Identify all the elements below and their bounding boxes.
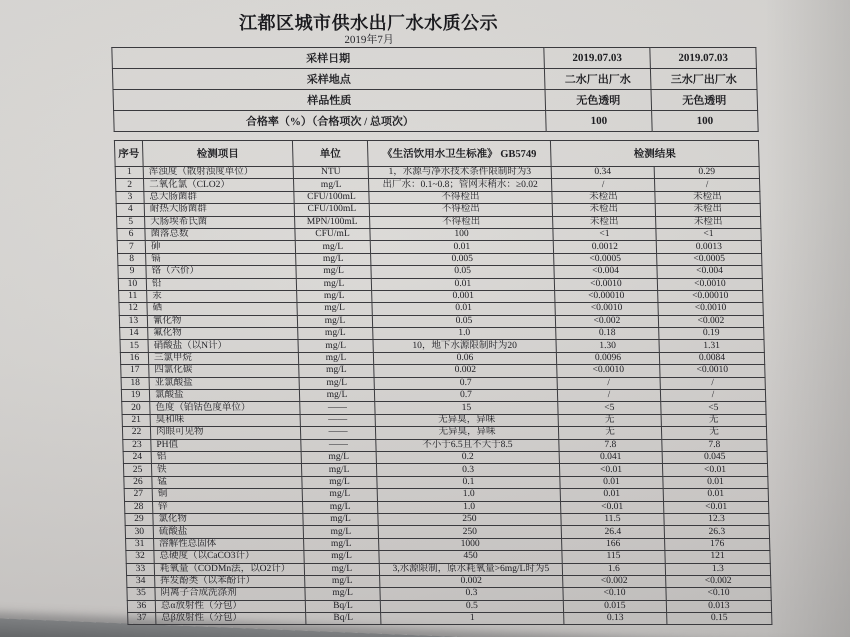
cell-unit: Bq/L [305, 600, 380, 612]
cell-result-plant2: <0.01 [559, 464, 662, 476]
cell-result-plant2: 0.041 [559, 451, 662, 463]
summary-value-plant2: 2019.07.03 [544, 48, 651, 69]
col-header-item: 检测项目 [142, 141, 293, 167]
cell-result-plant3: 0.0084 [659, 352, 764, 364]
cell-index: 21 [122, 414, 150, 426]
cell-unit: mg/L [303, 526, 378, 538]
cell-index: 18 [121, 377, 149, 389]
cell-unit: mg/L [296, 253, 371, 265]
cell-index: 35 [127, 588, 155, 600]
cell-unit: CFU/100mL [294, 204, 369, 216]
table-row [118, 253, 762, 265]
cell-index: 25 [123, 464, 151, 476]
cell-standard: 无异臭，异味 [375, 427, 558, 439]
cell-result-plant3: 无 [661, 414, 766, 426]
summary-value-plant3: 无色透明 [651, 90, 758, 111]
cell-result-plant2: <1 [553, 228, 656, 240]
cell-item: 氯酸盐 [149, 390, 299, 402]
cell-index: 11 [119, 290, 147, 302]
results-header-row [114, 141, 759, 167]
table-row [126, 563, 770, 575]
cell-item: 四氯化碳 [149, 365, 299, 377]
table-row [121, 377, 765, 389]
cell-item: 耗氧量（CODMn法，以O2计） [154, 563, 304, 575]
col-header-standard: 《生活饮用水卫生标准》 GB5749 [367, 141, 551, 167]
cell-result-plant3: / [654, 179, 759, 191]
cell-index: 27 [124, 489, 152, 501]
cell-unit: mg/L [304, 538, 379, 550]
page-title: 江都区城市供水出厂水水质公示 [238, 13, 499, 33]
cell-unit: mg/L [299, 365, 374, 377]
cell-unit: mg/L [297, 290, 372, 302]
cell-standard: 出厂水：0.1~0.8；管网末稍水：≥0.02 [368, 179, 551, 191]
cell-unit: mg/L [297, 315, 372, 327]
summary-label: 合格率（%）（合格项次 / 总项次） [114, 111, 547, 132]
cell-unit: —— [300, 402, 375, 414]
cell-standard: 0.002 [380, 575, 563, 587]
cell-standard: 15 [375, 402, 558, 414]
table-row [127, 575, 771, 587]
table-row [126, 538, 770, 550]
cell-result-plant2: 0.015 [563, 600, 666, 612]
cell-index: 6 [117, 228, 145, 240]
cell-standard: 0.1 [377, 476, 560, 488]
table-row [121, 390, 765, 402]
summary-value-plant2: 二水厂出厂水 [544, 69, 651, 90]
table-row [123, 439, 767, 451]
cell-result-plant2: / [557, 377, 660, 389]
cell-unit: NTU [293, 167, 368, 179]
cell-item: 挥发酚类（以苯酚计） [155, 575, 305, 587]
cell-result-plant3: 0.19 [659, 328, 764, 340]
table-row [123, 464, 767, 476]
summary-row [112, 69, 757, 90]
cell-standard: 0.01 [372, 303, 555, 315]
table-row [128, 613, 772, 625]
summary-table [111, 47, 758, 132]
cell-item: 镉 [146, 253, 296, 265]
cell-result-plant3: / [660, 377, 765, 389]
cell-result-plant2: 11.5 [561, 513, 664, 525]
cell-standard: 0.05 [372, 315, 555, 327]
cell-result-plant3: <0.0005 [657, 253, 762, 265]
cell-result-plant3: 176 [665, 538, 770, 550]
cell-item: 铅 [146, 278, 296, 290]
cell-index: 8 [118, 253, 146, 265]
cell-result-plant3: 无 [661, 427, 766, 439]
table-row [125, 526, 769, 538]
cell-standard: 1，水源与净水技术条件限制时为3 [368, 167, 551, 179]
cell-item: 总α放射性（分包） [155, 600, 305, 612]
cell-item: 砷 [145, 241, 295, 253]
cell-result-plant3: <0.0010 [658, 303, 763, 315]
cell-index: 13 [119, 315, 147, 327]
cell-standard: 3,水源限制，原水耗氧量>6mg/L时为5 [379, 563, 562, 575]
cell-unit: mg/L [295, 241, 370, 253]
cell-index: 19 [121, 390, 149, 402]
cell-item: 臭和味 [150, 414, 300, 426]
cell-index: 7 [117, 241, 145, 253]
summary-value-plant3: 2019.07.03 [650, 48, 757, 69]
cell-item: 锰 [152, 476, 302, 488]
cell-unit: mg/L [305, 588, 380, 600]
cell-unit: CFU/100mL [294, 191, 369, 203]
cell-item: 氯化物 [153, 513, 303, 525]
cell-index: 22 [122, 427, 150, 439]
cell-standard: 0.001 [372, 290, 555, 302]
cell-result-plant3: 121 [665, 551, 770, 563]
cell-result-plant2: 1.30 [556, 340, 659, 352]
cell-item: 肉眼可见物 [150, 427, 300, 439]
cell-item: 硫酸盐 [153, 526, 303, 538]
cell-result-plant3: <0.002 [666, 575, 771, 587]
cell-item: 铜 [152, 489, 302, 501]
cell-standard: 450 [379, 551, 562, 563]
cell-item: 硝酸盐（以N计） [148, 340, 298, 352]
cell-result-plant2: <0.10 [563, 588, 666, 600]
cell-index: 20 [122, 402, 150, 414]
table-row [124, 476, 768, 488]
table-row [123, 451, 767, 463]
cell-unit: mg/L [298, 340, 373, 352]
cell-standard: 1000 [379, 538, 562, 550]
cell-item: 阴离子合成洗涤剂 [155, 588, 305, 600]
cell-index: 16 [120, 352, 148, 364]
cell-standard: 0.01 [370, 241, 553, 253]
cell-result-plant2: 0.01 [560, 489, 663, 501]
table-row [120, 340, 764, 352]
cell-result-plant3: 未检出 [656, 216, 761, 228]
cell-unit: Bq/L [306, 613, 381, 625]
table-row [115, 167, 759, 179]
cell-index: 3 [116, 191, 144, 203]
cell-result-plant3: <0.0010 [657, 278, 762, 290]
table-row [118, 278, 762, 290]
table-row [119, 315, 763, 327]
cell-index: 14 [120, 328, 148, 340]
cell-result-plant2: 0.18 [556, 328, 659, 340]
cell-result-plant3: / [660, 390, 765, 402]
table-row [127, 588, 771, 600]
cell-result-plant2: 无 [558, 414, 661, 426]
cell-standard: 0.01 [371, 278, 554, 290]
page-subtitle: 2019年7月 [344, 34, 395, 46]
table-row [127, 600, 771, 612]
cell-unit: mg/L [299, 377, 374, 389]
cell-result-plant3: 0.045 [662, 451, 767, 463]
cell-result-plant3: 12.3 [664, 513, 769, 525]
cell-item: 三氯甲烷 [148, 352, 298, 364]
cell-unit: mg/L [301, 451, 376, 463]
cell-index: 12 [119, 303, 147, 315]
cell-item: 耐热大肠菌群 [144, 204, 294, 216]
cell-result-plant3: <0.004 [657, 266, 762, 278]
cell-result-plant3: 7.8 [662, 439, 767, 451]
cell-result-plant2: / [557, 390, 660, 402]
cell-result-plant3: <0.10 [666, 588, 771, 600]
cell-index: 10 [118, 278, 146, 290]
cell-result-plant3: 0.01 [663, 476, 768, 488]
col-header-no: 序号 [114, 141, 143, 167]
cell-item: 硒 [147, 303, 297, 315]
cell-result-plant3: 0.013 [666, 600, 771, 612]
cell-result-plant2: 0.0096 [556, 352, 659, 364]
cell-unit: mg/L [301, 464, 376, 476]
cell-result-plant3: 0.15 [667, 613, 772, 625]
cell-result-plant3: 26.3 [664, 526, 769, 538]
cell-index: 29 [125, 513, 153, 525]
cell-index: 23 [123, 439, 151, 451]
cell-item: 浑浊度（散射浊度单位） [143, 167, 293, 179]
cell-result-plant3: <0.01 [662, 464, 767, 476]
cell-standard: 10，地下水源限制时为20 [373, 340, 556, 352]
cell-result-plant2: 0.0012 [553, 241, 656, 253]
cell-item: 色度（铂钴色度单位） [150, 402, 300, 414]
cell-item: 二氧化氯（CLO2） [143, 179, 293, 191]
summary-value-plant2: 无色透明 [545, 90, 652, 111]
cell-index: 31 [126, 538, 154, 550]
table-row [117, 228, 761, 240]
table-row [119, 290, 763, 302]
cell-unit: mg/L [299, 390, 374, 402]
cell-standard: 1.0 [377, 501, 560, 513]
cell-standard: 不得检出 [369, 191, 552, 203]
cell-item: 铝 [151, 451, 301, 463]
cell-item: 总β放射性（分包） [156, 613, 306, 625]
cell-result-plant3: <5 [661, 402, 766, 414]
cell-result-plant3: <0.00010 [658, 290, 763, 302]
cell-standard: 1.0 [377, 489, 560, 501]
cell-standard: 250 [378, 513, 561, 525]
summary-label: 采样日期 [112, 48, 545, 69]
cell-item: 铬（六价） [146, 266, 296, 278]
cell-index: 28 [124, 501, 152, 513]
cell-result-plant2: <5 [558, 402, 661, 414]
table-row [116, 204, 760, 216]
table-row [125, 513, 769, 525]
cell-result-plant2: 0.34 [551, 167, 654, 179]
cell-unit: mg/L [303, 513, 378, 525]
cell-unit: mg/L [298, 328, 373, 340]
table-row [115, 179, 759, 191]
cell-result-plant2: <0.002 [563, 575, 666, 587]
table-row [122, 402, 766, 414]
cell-result-plant2: 无 [558, 427, 661, 439]
cell-index: 36 [127, 600, 155, 612]
cell-result-plant2: <0.0010 [557, 365, 660, 377]
cell-result-plant3: <1 [656, 228, 761, 240]
cell-standard: 0.5 [380, 600, 563, 612]
summary-value-plant3: 三水厂出厂水 [650, 69, 757, 90]
summary-label: 采样地点 [112, 69, 545, 90]
cell-item: 总硬度（以CaCO3计） [154, 551, 304, 563]
cell-unit: mg/L [296, 266, 371, 278]
cell-result-plant3: <0.0010 [660, 365, 765, 377]
cell-unit: —— [300, 427, 375, 439]
cell-standard: 不得检出 [369, 204, 552, 216]
cell-result-plant3: <0.01 [663, 501, 768, 513]
table-row [120, 328, 764, 340]
table-row [124, 489, 768, 501]
cell-standard: 0.7 [374, 377, 557, 389]
summary-value-plant2: 100 [546, 111, 653, 132]
col-header-result: 检测结果 [550, 141, 759, 167]
cell-index: 34 [127, 575, 155, 587]
cell-standard: 0.2 [376, 451, 559, 463]
cell-standard: 不得检出 [370, 216, 553, 228]
cell-index: 32 [126, 551, 154, 563]
table-row [122, 427, 766, 439]
cell-index: 26 [124, 476, 152, 488]
cell-standard: 不小于6.5且不大于8.5 [376, 439, 559, 451]
cell-unit: mg/L [304, 551, 379, 563]
cell-unit: mg/L [305, 575, 380, 587]
cell-result-plant3: 0.29 [654, 167, 759, 179]
cell-result-plant2: 166 [562, 538, 665, 550]
summary-value-plant3: 100 [652, 111, 759, 132]
cell-result-plant2: 7.8 [559, 439, 662, 451]
table-row [119, 303, 763, 315]
cell-result-plant3: 0.01 [663, 489, 768, 501]
summary-label: 样品性质 [113, 90, 546, 111]
cell-index: 33 [126, 563, 154, 575]
cell-result-plant2: <0.0005 [554, 253, 657, 265]
cell-result-plant3: 未检出 [655, 204, 760, 216]
cell-item: 溶解性总固体 [154, 538, 304, 550]
cell-index: 30 [125, 526, 153, 538]
cell-unit: mg/L [298, 352, 373, 364]
cell-index: 17 [121, 365, 149, 377]
cell-standard: 0.005 [371, 253, 554, 265]
cell-standard: 250 [378, 526, 561, 538]
summary-row [113, 90, 758, 111]
cell-index: 2 [115, 179, 143, 191]
cell-index: 5 [117, 216, 145, 228]
summary-row [114, 111, 759, 132]
summary-row [112, 48, 757, 69]
cell-unit: CFU/mL [295, 228, 370, 240]
cell-index: 4 [116, 204, 144, 216]
cell-standard: 1 [381, 613, 564, 625]
cell-unit: mg/L [302, 501, 377, 513]
cell-item: 总大肠菌群 [144, 191, 294, 203]
cell-result-plant2: <0.00010 [555, 290, 658, 302]
cell-unit: mg/L [302, 489, 377, 501]
results-table [114, 140, 773, 625]
cell-item: 铁 [151, 464, 301, 476]
cell-standard: 无异臭，异味 [375, 414, 558, 426]
table-row [124, 501, 768, 513]
cell-standard: 100 [370, 228, 553, 240]
cell-unit: MPN/100mL [295, 216, 370, 228]
cell-result-plant2: 未检出 [552, 204, 655, 216]
cell-index: 24 [123, 451, 151, 463]
cell-result-plant2: <0.0010 [554, 278, 657, 290]
cell-standard: 0.7 [374, 390, 557, 402]
table-row [117, 216, 761, 228]
cell-standard: 0.3 [380, 588, 563, 600]
cell-item: 汞 [147, 290, 297, 302]
cell-item: 锌 [152, 501, 302, 513]
cell-result-plant2: 0.13 [564, 613, 667, 625]
cell-index: 1 [115, 167, 143, 179]
cell-index: 9 [118, 266, 146, 278]
cell-standard: 0.3 [376, 464, 559, 476]
cell-item: 亚氯酸盐 [149, 377, 299, 389]
cell-result-plant2: 0.01 [560, 476, 663, 488]
cell-unit: mg/L [304, 563, 379, 575]
cell-item: 菌落总数 [145, 228, 295, 240]
cell-unit: mg/L [302, 476, 377, 488]
table-row [121, 365, 765, 377]
cell-item: 氟化物 [148, 328, 298, 340]
cell-standard: 0.002 [374, 365, 557, 377]
cell-unit: —— [301, 439, 376, 451]
table-row [118, 266, 762, 278]
cell-result-plant3: 0.0013 [656, 241, 761, 253]
table-row [126, 551, 770, 563]
cell-standard: 0.05 [371, 266, 554, 278]
cell-standard: 0.06 [373, 352, 556, 364]
cell-result-plant2: 115 [562, 551, 665, 563]
cell-result-plant2: / [551, 179, 654, 191]
col-header-unit: 单位 [292, 141, 368, 167]
cell-result-plant3: 1.31 [659, 340, 764, 352]
cell-result-plant2: <0.004 [554, 266, 657, 278]
cell-item: 氰化物 [147, 315, 297, 327]
cell-index: 15 [120, 340, 148, 352]
cell-standard: 1.0 [373, 328, 556, 340]
cell-index: 37 [128, 613, 156, 625]
table-row [122, 414, 766, 426]
cell-result-plant3: 1.3 [665, 563, 770, 575]
cell-result-plant2: 未检出 [553, 216, 656, 228]
cell-item: 大肠埃希氏菌 [145, 216, 295, 228]
cell-unit: —— [300, 414, 375, 426]
cell-unit: mg/L [293, 179, 368, 191]
cell-result-plant3: 未检出 [655, 191, 760, 203]
cell-result-plant3: <0.002 [658, 315, 763, 327]
cell-result-plant2: <0.01 [560, 501, 663, 513]
cell-result-plant2: 未检出 [552, 191, 655, 203]
table-row [120, 352, 764, 364]
cell-unit: mg/L [296, 278, 371, 290]
cell-result-plant2: 26.4 [561, 526, 664, 538]
cell-result-plant2: <0.002 [555, 315, 658, 327]
cell-result-plant2: <0.0010 [555, 303, 658, 315]
table-row [117, 241, 761, 253]
table-row [116, 191, 760, 203]
cell-result-plant2: 1.6 [562, 563, 665, 575]
cell-item: PH值 [151, 439, 301, 451]
cell-unit: mg/L [297, 303, 372, 315]
